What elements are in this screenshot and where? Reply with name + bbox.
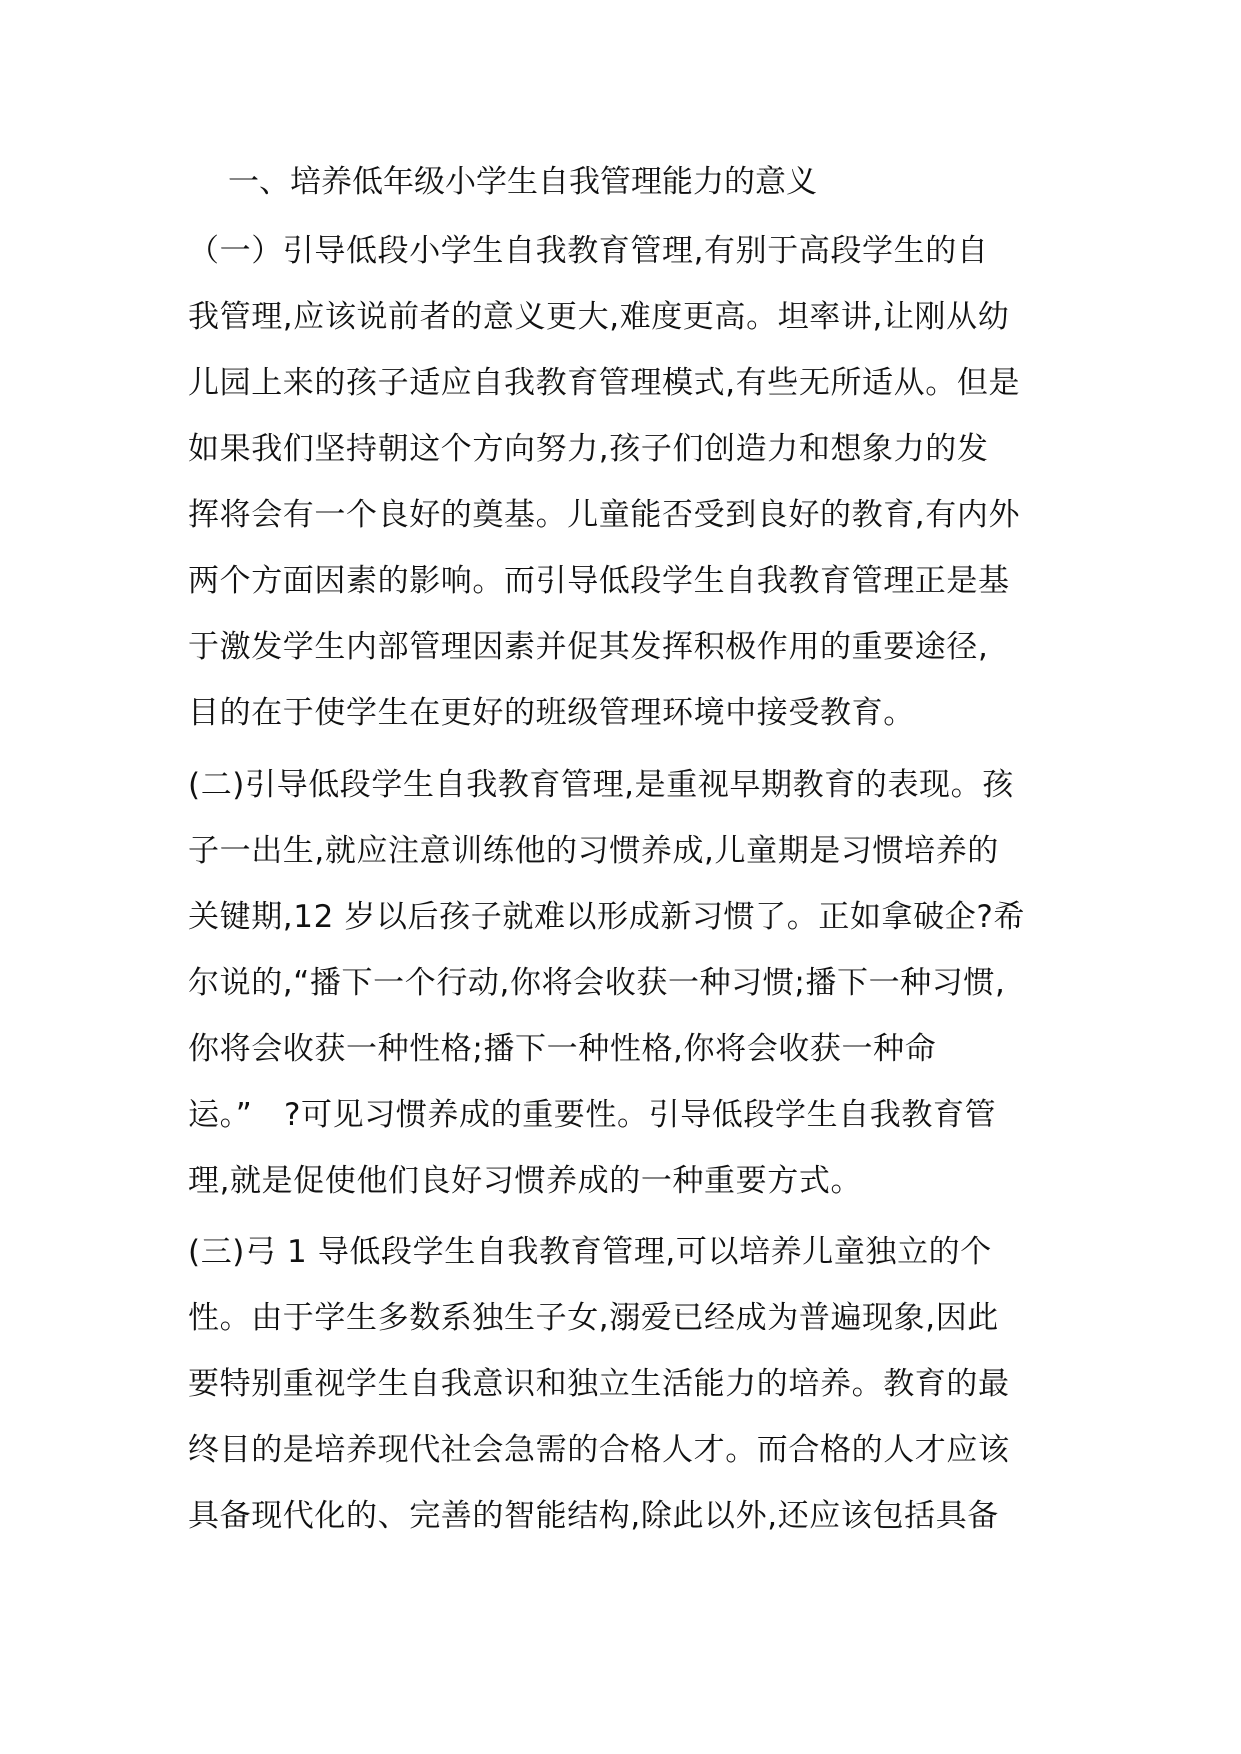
paragraph-line: 于激发学生内部管理因素并促其发挥积极作用的重要途径, <box>188 629 989 665</box>
paragraph-1 <box>188 218 1068 746</box>
paragraph-line: 子一出生,就应注意训练他的习惯养成,儿童期是习惯培养的 <box>188 833 999 869</box>
paragraph-line: 运。” ?可见习惯养成的重要性。引导低段学生自我教育管 <box>188 1097 997 1133</box>
paragraph-3 <box>188 1219 1068 1549</box>
paragraph-line: 你将会收获一种性格;播下一种性格,你将会收获一种命 <box>188 1031 937 1067</box>
paragraph-line: 目的在于使学生在更好的班级管理环境中接受教育。 <box>188 695 915 731</box>
paragraph-line: （一）引导低段小学生自我教育管理,有别于高段学生的自 <box>188 233 989 269</box>
paragraph-line: (二)引导低段学生自我教育管理,是重视早期教育的表现。孩 <box>188 767 1014 803</box>
paragraph-line: 终目的是培养现代社会急需的合格人才。而合格的人才应该 <box>188 1432 1010 1468</box>
paragraph-line: 儿园上来的孩子适应自我教育管理模式,有些无所适从。但是 <box>188 365 1021 401</box>
paragraph-line: 我管理,应该说前者的意义更大,难度更高。坦率讲,让刚从幼 <box>188 299 1010 335</box>
paragraph-line: 如果我们坚持朝这个方向努力,孩子们创造力和想象力的发 <box>188 431 989 467</box>
paragraph-line: 理,就是促使他们良好习惯养成的一种重要方式。 <box>188 1163 863 1199</box>
paragraph-line: 尔说的,“播下一个行动,你将会收获一种习惯;播下一种习惯, <box>188 965 1006 1001</box>
paragraph-line: 具备现代化的、完善的智能结构,除此以外,还应该包括具备 <box>188 1498 999 1534</box>
paragraph-line: 两个方面因素的影响。而引导低段学生自我教育管理正是基 <box>188 563 1010 599</box>
paragraph-line: 挥将会有一个良好的奠基。儿童能否受到良好的教育,有内外 <box>188 497 1021 533</box>
paragraph-line: (三)弓 1 导低段学生自我教育管理,可以培养儿童独立的个 <box>188 1234 992 1270</box>
paragraph-2 <box>188 752 1068 1214</box>
paragraph-line: 要特别重视学生自我意识和独立生活能力的培养。教育的最 <box>188 1366 1010 1402</box>
document-page <box>188 0 1068 1754</box>
paragraph-line: 性。由于学生多数系独生子女,溺爱已经成为普遍现象,因此 <box>188 1300 999 1336</box>
paragraph-line: 关键期,12 岁以后孩子就难以形成新习惯了。正如拿破企?希 <box>188 899 1026 935</box>
section-heading: 一、培养低年级小学生自我管理能力的意义 <box>228 164 817 200</box>
